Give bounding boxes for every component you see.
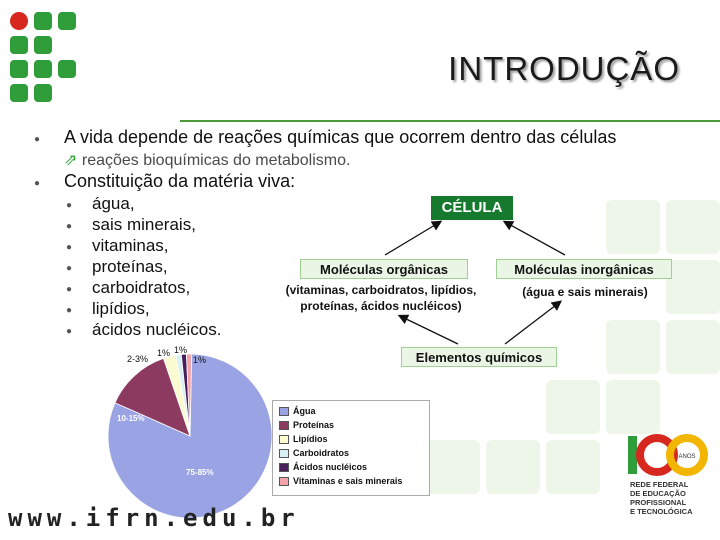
legend-item [279, 474, 423, 488]
bullet-icon: ● [34, 134, 41, 145]
pie-legend [272, 400, 430, 496]
sub-bullet: proteínas, [92, 257, 168, 276]
pie-label-vitaminas: 1% [193, 355, 207, 365]
pie-label-carboidratos: 1% [157, 348, 171, 358]
legend-label: Ácidos nucléicos [293, 462, 368, 472]
organic-note-2: proteínas, ácidos nucléicos) [300, 299, 462, 313]
pie-label-agua: 75-85% [186, 468, 214, 477]
legend-label: Água [293, 406, 316, 416]
legend-label: Carboidratos [293, 448, 350, 458]
legend-swatch [279, 407, 289, 416]
rf-text-line: E TECNOLÓGICA [630, 507, 693, 516]
rede-federal-100-anos-logo [624, 432, 708, 532]
slide-title: INTRODUÇÃO [448, 50, 680, 87]
bullet-icon: ● [34, 178, 41, 189]
pie-label-acidos: 1% [174, 345, 188, 355]
legend-swatch [279, 449, 289, 458]
bullet-icon: ● [66, 221, 73, 232]
rf-100-graphic [624, 432, 708, 478]
inorganic-note: (água e sais minerais) [522, 285, 648, 299]
arrow-elements-to-organic [400, 316, 458, 344]
legend-swatch [279, 435, 289, 444]
legend-item [279, 446, 423, 460]
bullet-icon: ● [66, 263, 73, 274]
legend-label: Lipídios [293, 434, 328, 444]
pie-label-proteinas: 10-15% [117, 414, 145, 423]
legend-item [279, 432, 423, 446]
arrow-elements-to-inorganic [505, 302, 560, 344]
sub-bullet: carboidratos, [92, 278, 191, 297]
arrow-organic-to-cell [385, 222, 440, 255]
rf-text-line: DE EDUCAÇÃO [630, 489, 686, 498]
organic-molecules-box: Moléculas orgânicas [300, 259, 468, 279]
arrow-icon: ⇗ [64, 152, 78, 169]
sub-bullet: sais minerais, [92, 215, 196, 234]
legend-label: Vitaminas e sais minerais [293, 476, 403, 486]
rf-text-line: REDE FEDERAL [630, 480, 689, 489]
rf-text-line: PROFISSIONAL [630, 498, 687, 507]
bullet-icon: ● [66, 305, 73, 316]
cell-box: CÉLULA [431, 196, 513, 220]
bullet-icon: ● [66, 326, 73, 337]
rf-anos-text: ANOS [678, 454, 696, 460]
chemical-elements-box: Elementos químicos [401, 347, 557, 367]
pie-chart [100, 340, 280, 520]
arrow-text: reações bioquímicas do metabolismo. [81, 152, 351, 169]
bullet-text-1: A vida depende de reações químicas que ocorrem dentro das células [64, 127, 617, 147]
legend-swatch [279, 463, 289, 472]
bullet-icon: ● [66, 200, 73, 211]
bullet-icon: ● [66, 284, 73, 295]
legend-item [279, 460, 423, 474]
bullet-icon: ● [66, 242, 73, 253]
inorganic-molecules-box: Moléculas inorgânicas [496, 259, 672, 279]
legend-item [279, 418, 423, 432]
sub-bullet: ácidos nucléicos. [92, 320, 222, 339]
rf-text [630, 480, 693, 516]
footer-url: www.ifrn.edu.br [8, 504, 300, 532]
legend-swatch [279, 477, 289, 486]
sub-bullet: lipídios, [92, 299, 150, 318]
legend-swatch [279, 421, 289, 430]
sub-bullet: água, [92, 194, 135, 213]
organic-note-1: (vitaminas, carboidratos, lipídios, [285, 283, 477, 297]
bullet-text-2: Constituição da matéria viva: [64, 171, 296, 191]
legend-item [279, 404, 423, 418]
pie-label-lipidios: 2-3% [127, 354, 149, 364]
arrow-inorganic-to-cell [505, 222, 565, 255]
sub-bullet: vitaminas, [92, 236, 169, 255]
legend-label: Proteínas [293, 420, 335, 430]
